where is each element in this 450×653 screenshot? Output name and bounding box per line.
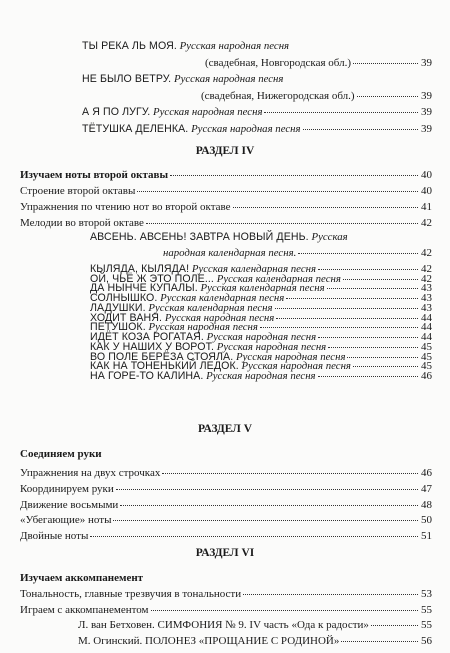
toc-item[interactable]: [20, 515, 432, 526]
toc-entry[interactable]: [82, 124, 432, 135]
page-number: 39: [421, 90, 432, 102]
leader-dots: [327, 288, 418, 289]
song-subtitle: Русская календарная песня: [148, 302, 273, 314]
song-title: КЫЛЯДА, КЫЛЯДА!: [90, 263, 190, 275]
page-number: 45: [421, 341, 432, 353]
song-title: ИДЁТ КОЗА РОГАТАЯ.: [90, 331, 204, 343]
page-number: 46: [421, 467, 432, 479]
page-number: 44: [421, 331, 432, 343]
toc-item[interactable]: [20, 605, 432, 616]
item-label: Мелодии во второй октаве: [20, 217, 144, 229]
page-number: 50: [421, 514, 432, 526]
item-label: «Убегающие» ноты: [20, 514, 112, 526]
song-title: НЕ БЫЛО ВЕТРУ.: [82, 73, 172, 85]
leader-dots: [298, 253, 418, 254]
toc-item[interactable]: [20, 589, 432, 600]
toc-entry-note: [205, 58, 432, 69]
page-number: 42: [421, 217, 432, 229]
page-number: 41: [421, 201, 432, 213]
toc-item[interactable]: [20, 218, 432, 229]
leader-dots: [353, 63, 418, 64]
song-subtitle: Русская народная песня: [179, 40, 290, 52]
leader-dots: [341, 641, 418, 642]
toc-topic: [20, 573, 432, 584]
page-number: 40: [421, 169, 432, 181]
section-heading: РАЗДЕЛ V: [197, 423, 253, 435]
leader-dots: [162, 473, 418, 474]
section-heading: РАЗДЕЛ IV: [195, 145, 255, 157]
toc-item[interactable]: [20, 468, 432, 479]
toc-item[interactable]: [20, 484, 432, 495]
page-number: 51: [421, 530, 432, 542]
item-label: Двойные ноты: [20, 530, 89, 542]
page-number: 45: [421, 360, 432, 372]
song-title: ТЁТУШКА ДЕЛЕНКА.: [82, 123, 189, 135]
song-subtitle: Русская народная песня: [148, 321, 258, 333]
toc-topic: [20, 449, 432, 460]
song-subtitle: Русская народная песня: [191, 123, 301, 135]
page-number: 46: [421, 370, 432, 382]
leader-dots: [286, 298, 418, 299]
toc-entry[interactable]: [82, 74, 432, 85]
song-title: ДА НЫНЧЕ КУПАЛЫ.: [90, 282, 198, 294]
song-subtitle: Русская народная песня: [241, 360, 351, 372]
song-subtitle: Русская календарная песня: [191, 263, 316, 275]
toc-item[interactable]: [20, 531, 432, 542]
section-heading: РАЗДЕЛ VI: [195, 547, 255, 559]
song-subtitle: Русская народная песня: [173, 73, 284, 85]
item-label: Тональность, главные трезвучия в тональности: [20, 588, 242, 600]
page-number: 42: [421, 273, 432, 285]
leader-dots: [120, 505, 418, 506]
topic-label: Изучаем аккомпанемент: [20, 572, 144, 584]
leader-dots: [303, 129, 418, 130]
toc-song[interactable]: [90, 371, 432, 382]
song-subtitle: Русская: [311, 231, 348, 243]
song-subtitle: Русская народная песня: [153, 106, 263, 118]
page-number: 43: [421, 282, 432, 294]
toc-song[interactable]: [90, 232, 432, 243]
song-subtitle: Русская народная песня: [206, 370, 316, 382]
leader-dots: [328, 347, 418, 348]
item-label: Упражнения на двух строчках: [20, 467, 161, 479]
leader-dots: [343, 279, 418, 280]
song-subtitle: Русская календарная песня: [200, 282, 325, 294]
song-title: Л. ван Бетховен. СИМФОНИЯ № 9. IV часть «Ода к радости»: [78, 619, 369, 631]
toc-topic[interactable]: [20, 170, 432, 181]
topic-label: Соединяем руки: [20, 448, 102, 460]
toc-song[interactable]: [78, 636, 432, 647]
leader-dots: [170, 175, 418, 176]
leader-dots: [357, 96, 418, 97]
song-title: АВСЕНЬ. АВСЕНЬ! ЗАВТРА НОВЫЙ ДЕНЬ.: [90, 231, 309, 243]
song-title: ВО ПОЛЕ БЕРЁЗА СТОЯЛА.: [90, 351, 234, 363]
leader-dots: [353, 366, 418, 367]
song-subtitle: Русская народная песня: [164, 312, 275, 324]
page-number: 47: [421, 483, 432, 495]
page-number: 48: [421, 499, 432, 511]
song-title: А Я ПО ЛУГУ.: [82, 106, 151, 118]
page-number: 43: [421, 292, 432, 304]
toc-song-cont: [163, 248, 432, 259]
item-label: Играем с аккомпанементом: [20, 604, 149, 616]
page-number: 39: [421, 57, 432, 69]
toc-item[interactable]: [20, 500, 432, 511]
leader-dots: [233, 207, 418, 208]
topic-label: Изучаем ноты второй октавы: [20, 169, 169, 181]
page-number: 45: [421, 351, 432, 363]
leader-dots: [243, 594, 418, 595]
song-subtitle-cont: народная календарная песня.: [163, 247, 297, 259]
page-number: 44: [421, 321, 432, 333]
toc-item[interactable]: [20, 202, 432, 213]
page-number: 44: [421, 312, 432, 324]
page-number: 39: [421, 123, 432, 135]
song-subtitle: Русская народная песня: [216, 341, 327, 353]
song-note: (свадебная, Новгородская обл.): [205, 57, 352, 69]
leader-dots: [276, 318, 418, 319]
song-note: (свадебная, Нижегородская обл.): [201, 90, 355, 102]
leader-dots: [260, 327, 418, 328]
item-label: Движение восьмыми: [20, 499, 119, 511]
song-title: М. Огинский. ПОЛОНЕЗ «ПРОЩАНИЕ С РОДИНОЙ»: [78, 635, 340, 647]
song-title: ПЕТУШОК.: [90, 321, 146, 333]
song-title: НА ГОРЕ-ТО КАЛИНА.: [90, 370, 204, 382]
leader-dots: [371, 625, 418, 626]
leader-dots: [264, 112, 418, 113]
item-label: Координируем руки: [20, 483, 114, 495]
leader-dots: [151, 610, 418, 611]
song-subtitle: Русская народная песня: [236, 351, 346, 363]
page-number: 53: [421, 588, 432, 600]
item-label: Упражнения по чтению нот во второй октаве: [20, 201, 231, 213]
song-title: ХОДИТ ВАНЯ.: [90, 312, 163, 324]
toc-entry-note: [201, 91, 432, 102]
leader-dots: [137, 191, 418, 192]
song-title: ОЙ, ЧЬЁ Ж ЭТО ПОЛЕ...: [90, 273, 214, 285]
page-number: 43: [421, 302, 432, 314]
song-subtitle: Русская календарная песня: [216, 273, 341, 285]
toc-song[interactable]: [78, 620, 432, 631]
leader-dots: [275, 308, 418, 309]
leader-dots: [116, 489, 418, 490]
leader-dots: [318, 337, 418, 338]
toc-item[interactable]: [20, 186, 432, 197]
leader-dots: [347, 357, 418, 358]
page-number: 55: [421, 604, 432, 616]
page-number: 40: [421, 185, 432, 197]
page-number: 55: [421, 619, 432, 631]
song-title: СОЛНЫШКО.: [90, 292, 158, 304]
page-number: 42: [421, 263, 432, 275]
song-title: ЛАДУШКИ.: [90, 302, 146, 314]
song-subtitle: Русская календарная песня: [160, 292, 285, 304]
song-subtitle: Русская народная песня: [206, 331, 317, 343]
song-title: КАК НА ТОНЕНЬКИЙ ЛЕДОК.: [90, 360, 239, 372]
item-label: Строение второй октавы: [20, 185, 136, 197]
leader-dots: [146, 223, 418, 224]
page-number: 42: [421, 247, 432, 259]
leader-dots: [113, 520, 418, 521]
song-title: ТЫ РЕКА ЛЬ МОЯ.: [82, 40, 177, 52]
song-title: КАК У НАШИХ У ВОРОТ.: [90, 341, 215, 353]
toc-entry[interactable]: [82, 41, 432, 52]
leader-dots: [318, 376, 418, 377]
leader-dots: [318, 269, 418, 270]
toc-entry[interactable]: [82, 107, 432, 118]
leader-dots: [90, 536, 418, 537]
page-number: 39: [421, 106, 432, 118]
page-number: 56: [421, 635, 432, 647]
